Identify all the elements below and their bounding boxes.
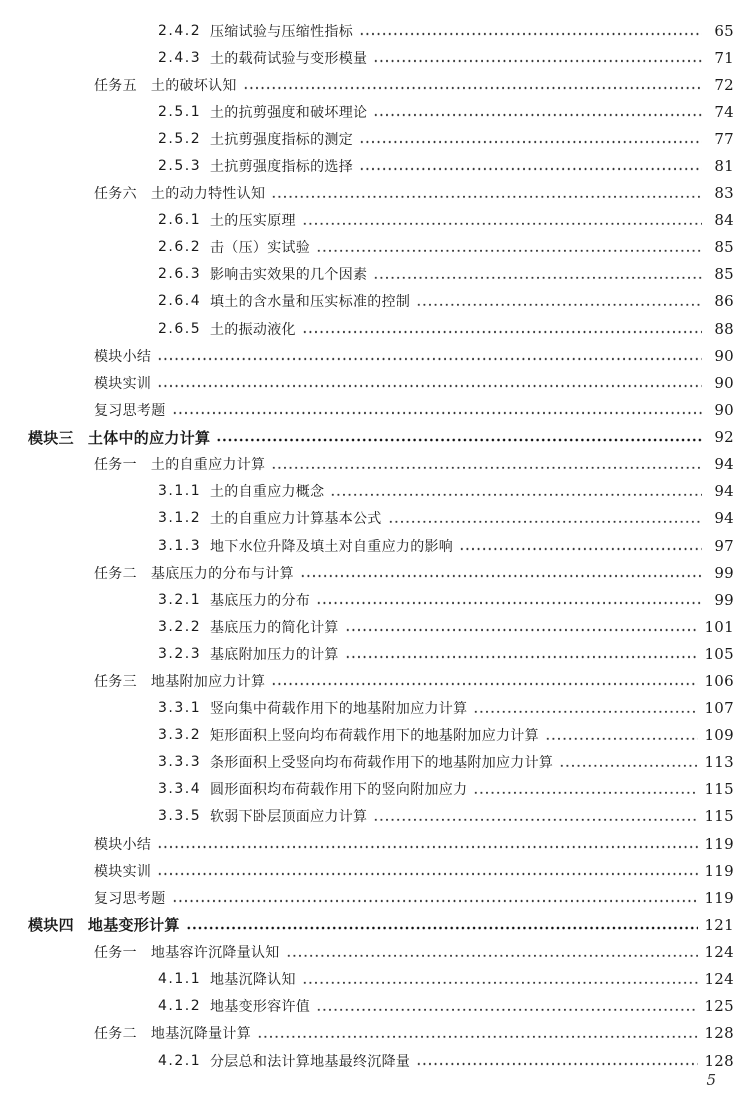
toc-task-entry[interactable] (0, 369, 750, 396)
toc-section-entry[interactable] (0, 532, 750, 559)
toc-entry-number: 任务六 (94, 186, 137, 203)
toc-task-entry[interactable] (0, 559, 750, 586)
toc-section-entry[interactable] (0, 722, 750, 749)
dot-leader (157, 377, 702, 389)
toc-entry-page: 99 (714, 590, 734, 609)
toc-section-entry[interactable] (0, 152, 750, 179)
dot-leader (345, 648, 699, 660)
toc-section-entry[interactable] (0, 993, 750, 1020)
toc-entry-page: 77 (714, 129, 734, 148)
toc-task-entry[interactable] (0, 180, 750, 207)
dot-leader (157, 350, 702, 362)
dot-leader (473, 702, 698, 714)
toc-entry-number: 2.6.4 (158, 293, 202, 310)
dot-leader (388, 512, 702, 524)
toc-entry-page: 119 (704, 888, 734, 907)
toc-entry-page: 115 (704, 807, 734, 826)
dot-leader (271, 675, 698, 687)
dot-leader (416, 1055, 698, 1067)
toc-entry-number: 3.1.1 (158, 483, 202, 500)
toc-task-entry[interactable] (0, 71, 750, 98)
toc-entry-number: 3.1.2 (158, 510, 202, 527)
toc-entry-page: 94 (714, 482, 734, 501)
dot-leader (316, 594, 702, 606)
toc-entry-title: 圆形面积均布荷载作用下的竖向附加应力 (210, 782, 468, 799)
dot-leader (172, 404, 703, 416)
toc-section-entry[interactable] (0, 803, 750, 830)
dot-leader (359, 133, 702, 145)
toc-section-entry[interactable] (0, 315, 750, 342)
toc-entry-title: 复习思考题 (94, 402, 166, 419)
toc-entry-page: 90 (714, 400, 734, 419)
dot-leader (416, 295, 702, 307)
toc-entry-title: 土的自重应力计算基本公式 (210, 511, 382, 528)
toc-entry-title: 基底压力的简化计算 (210, 619, 339, 636)
toc-entry-page: 92 (714, 428, 734, 447)
dot-leader (271, 187, 702, 199)
dot-leader (345, 621, 699, 633)
toc-entry-title: 地基沉降量计算 (150, 1026, 252, 1043)
toc-entry-page: 94 (714, 509, 734, 528)
dot-leader (316, 241, 702, 253)
dot-leader (359, 25, 702, 37)
toc-entry-number: 模块三 (28, 428, 74, 447)
dot-leader (271, 458, 702, 470)
toc-entry-title: 软弱下卧层顶面应力计算 (210, 809, 368, 826)
dot-leader (186, 919, 699, 931)
toc-entry-page: 81 (714, 157, 734, 176)
dot-leader (300, 567, 702, 579)
toc-entry-title: 土的自重应力计算 (150, 457, 266, 474)
toc-entry-page: 72 (714, 75, 734, 94)
toc-entry-number: 3.3.1 (158, 700, 202, 717)
toc-entry-title: 土的载荷试验与变形模量 (210, 50, 368, 67)
toc-entry-number: 任务二 (94, 565, 137, 582)
toc-entry-number: 3.2.2 (158, 618, 202, 635)
toc-entry-title: 复习思考题 (94, 890, 166, 907)
toc-entry-title: 地基沉降认知 (210, 972, 296, 989)
toc-entry-page: 113 (704, 753, 734, 772)
toc-entry-title: 矩形面积上竖向均布荷载作用下的地基附加应力计算 (210, 728, 539, 745)
dot-leader (302, 214, 702, 226)
toc-section-entry[interactable] (0, 613, 750, 640)
toc-entry-title: 地基变形容许值 (210, 999, 311, 1016)
dot-leader (172, 892, 699, 904)
toc-entry-page: 83 (714, 184, 734, 203)
toc-entry-title: 地基变形计算 (87, 916, 180, 935)
toc-entry-title: 基底附加压力的计算 (210, 646, 339, 663)
toc-task-entry[interactable] (0, 451, 750, 478)
toc-entry-page: 125 (704, 997, 734, 1016)
toc-entry-page: 119 (704, 834, 734, 853)
toc-entry-number: 任务一 (94, 945, 137, 962)
toc-entry-number: 任务五 (94, 77, 137, 94)
toc-entry-number: 2.5.3 (158, 158, 202, 175)
toc-entry-number: 2.6.1 (158, 212, 202, 229)
toc-entry-number: 2.5.2 (158, 130, 202, 147)
toc-module-entry[interactable] (0, 911, 750, 938)
toc-entry-number: 2.4.2 (158, 22, 202, 39)
dot-leader (545, 729, 699, 741)
toc-entry-page: 121 (704, 915, 734, 934)
toc-section-entry[interactable] (0, 776, 750, 803)
toc-entry-number: 模块四 (28, 916, 74, 935)
toc-task-entry[interactable] (0, 342, 750, 369)
toc-section-entry[interactable] (0, 695, 750, 722)
toc-entry-number: 2.6.2 (158, 239, 202, 256)
toc-entry-page: 99 (714, 563, 734, 582)
toc-entry-page: 107 (704, 699, 734, 718)
toc-entry-title: 击（压）实试验 (210, 240, 311, 257)
toc-entry-title: 模块小结 (94, 348, 152, 365)
toc-entry-page: 115 (704, 780, 734, 799)
toc-entry-title: 土的振动液化 (210, 321, 296, 338)
toc-entry-title: 影响击实效果的几个因素 (210, 267, 368, 284)
toc-section-entry[interactable] (0, 44, 750, 71)
toc-entry-page: 85 (714, 265, 734, 284)
toc-entry-number: 2.6.3 (158, 266, 202, 283)
dot-leader (373, 52, 702, 64)
page-number: 5 (706, 1071, 716, 1089)
toc-entry-page: 86 (714, 292, 734, 311)
toc-entry-title: 压缩试验与压缩性指标 (210, 23, 353, 40)
toc-section-entry[interactable] (0, 234, 750, 261)
toc-entry-title: 模块实训 (94, 375, 152, 392)
toc-entry-number: 3.3.4 (158, 781, 202, 798)
toc-entry-title: 地基容许沉降量认知 (150, 945, 280, 962)
dot-leader (459, 540, 702, 552)
toc-entry-title: 土的破坏认知 (150, 77, 237, 94)
dot-leader (216, 431, 702, 443)
toc-section-entry[interactable] (0, 966, 750, 993)
toc-entry-page: 101 (704, 617, 734, 636)
toc-entry-page: 109 (704, 726, 734, 745)
toc-entry-title: 土的自重应力概念 (210, 484, 325, 501)
toc-entry-title: 模块实训 (94, 863, 152, 880)
toc-entry-number: 3.1.3 (158, 537, 202, 554)
dot-leader (243, 79, 702, 91)
toc-entry-title: 土的抗剪强度和破坏理论 (210, 104, 368, 121)
toc-entry-title: 土的压实原理 (210, 213, 296, 230)
toc-entry-title: 土抗剪强度指标的测定 (210, 131, 353, 148)
toc-entry-title: 基底压力的分布与计算 (150, 565, 294, 582)
toc-task-entry[interactable] (0, 396, 750, 423)
toc-entry-page: 90 (714, 373, 734, 392)
toc-task-entry[interactable] (0, 830, 750, 857)
toc-entry-page: 106 (704, 672, 734, 690)
toc-entry-title: 分层总和法计算地基最终沉降量 (210, 1053, 411, 1070)
toc-entry-page: 71 (714, 48, 734, 67)
dot-leader (373, 268, 702, 280)
toc-task-entry[interactable] (0, 884, 750, 911)
toc-section-entry[interactable] (0, 98, 750, 125)
toc-module-entry[interactable] (0, 423, 750, 450)
toc-entry-title: 地下水位升降及填土对自重应力的影响 (210, 538, 454, 555)
toc-entry-page: 90 (714, 346, 734, 365)
toc-entry-number: 任务三 (94, 674, 137, 690)
toc-entry-number: 4.2.1 (158, 1052, 202, 1069)
toc-entry-title: 土体中的应力计算 (87, 428, 211, 447)
toc-entry-page: 74 (714, 102, 734, 121)
dot-leader (473, 783, 698, 795)
toc-entry-page: 119 (704, 861, 734, 880)
toc-section-entry[interactable] (0, 749, 750, 776)
dot-leader (302, 973, 699, 985)
dot-leader (257, 1027, 698, 1039)
toc-entry-page: 65 (714, 21, 734, 40)
dot-leader (559, 756, 698, 768)
toc-entry-page: 85 (714, 238, 734, 257)
toc-entry-title: 土的动力特性认知 (150, 186, 266, 203)
toc-entry-number: 2.4.3 (158, 49, 202, 66)
toc-entry-title: 地基附加应力计算 (150, 674, 266, 690)
toc-section-entry[interactable] (0, 640, 750, 667)
toc-entry-number: 任务一 (94, 457, 137, 474)
toc-entry-number: 2.6.5 (158, 320, 202, 337)
dot-leader (157, 865, 698, 877)
toc-entry-title: 填土的含水量和压实标准的控制 (210, 294, 411, 311)
toc-task-entry[interactable] (0, 939, 750, 966)
toc-entry-page: 94 (714, 455, 734, 474)
dot-leader (330, 485, 702, 497)
toc-entry-title: 条形面积上受竖向均布荷载作用下的地基附加应力计算 (210, 755, 554, 772)
toc-entry-title: 竖向集中荷载作用下的地基附加应力计算 (210, 701, 468, 718)
toc-entry-number: 3.3.3 (158, 754, 202, 771)
toc-entry-number: 3.2.1 (158, 591, 202, 608)
toc-entry-title: 土抗剪强度指标的选择 (210, 159, 353, 176)
toc-entry-page: 124 (704, 943, 734, 962)
toc-entry-number: 4.1.1 (158, 971, 202, 988)
toc-entry-page: 105 (704, 644, 734, 663)
dot-leader (373, 810, 698, 822)
toc-entry-number: 3.3.2 (158, 727, 202, 744)
toc-entry-title: 基底压力的分布 (210, 592, 311, 609)
toc-section-entry[interactable] (0, 586, 750, 613)
toc-entry-page: 97 (714, 536, 734, 555)
dot-leader (316, 1000, 698, 1012)
toc-section-entry[interactable] (0, 261, 750, 288)
dot-leader (373, 106, 702, 118)
dot-leader (286, 946, 699, 958)
toc-entry-page: 128 (704, 1051, 734, 1070)
dot-leader (302, 323, 702, 335)
toc-section-entry[interactable] (0, 288, 750, 315)
table-of-contents (0, 17, 750, 1074)
toc-entry-page: 124 (704, 970, 734, 989)
toc-entry-page: 88 (714, 319, 734, 338)
toc-section-entry[interactable] (0, 505, 750, 532)
toc-entry-number: 3.3.5 (158, 808, 202, 825)
toc-entry-number: 2.5.1 (158, 103, 202, 120)
dot-leader (157, 838, 698, 850)
toc-entry-number: 3.2.3 (158, 645, 202, 662)
toc-entry-title: 模块小结 (94, 836, 152, 853)
toc-section-entry[interactable] (0, 478, 750, 505)
toc-task-entry[interactable] (0, 857, 750, 884)
toc-entry-page: 84 (714, 211, 734, 230)
toc-section-entry[interactable] (0, 1047, 750, 1074)
dot-leader (359, 160, 702, 172)
toc-entry-number: 4.1.2 (158, 998, 202, 1015)
toc-entry-page: 128 (704, 1024, 734, 1043)
toc-section-entry[interactable] (0, 125, 750, 152)
toc-entry-number: 任务二 (94, 1026, 137, 1043)
toc-section-entry[interactable] (0, 17, 750, 44)
toc-task-entry[interactable] (0, 667, 750, 694)
toc-section-entry[interactable] (0, 207, 750, 234)
toc-task-entry[interactable] (0, 1020, 750, 1047)
